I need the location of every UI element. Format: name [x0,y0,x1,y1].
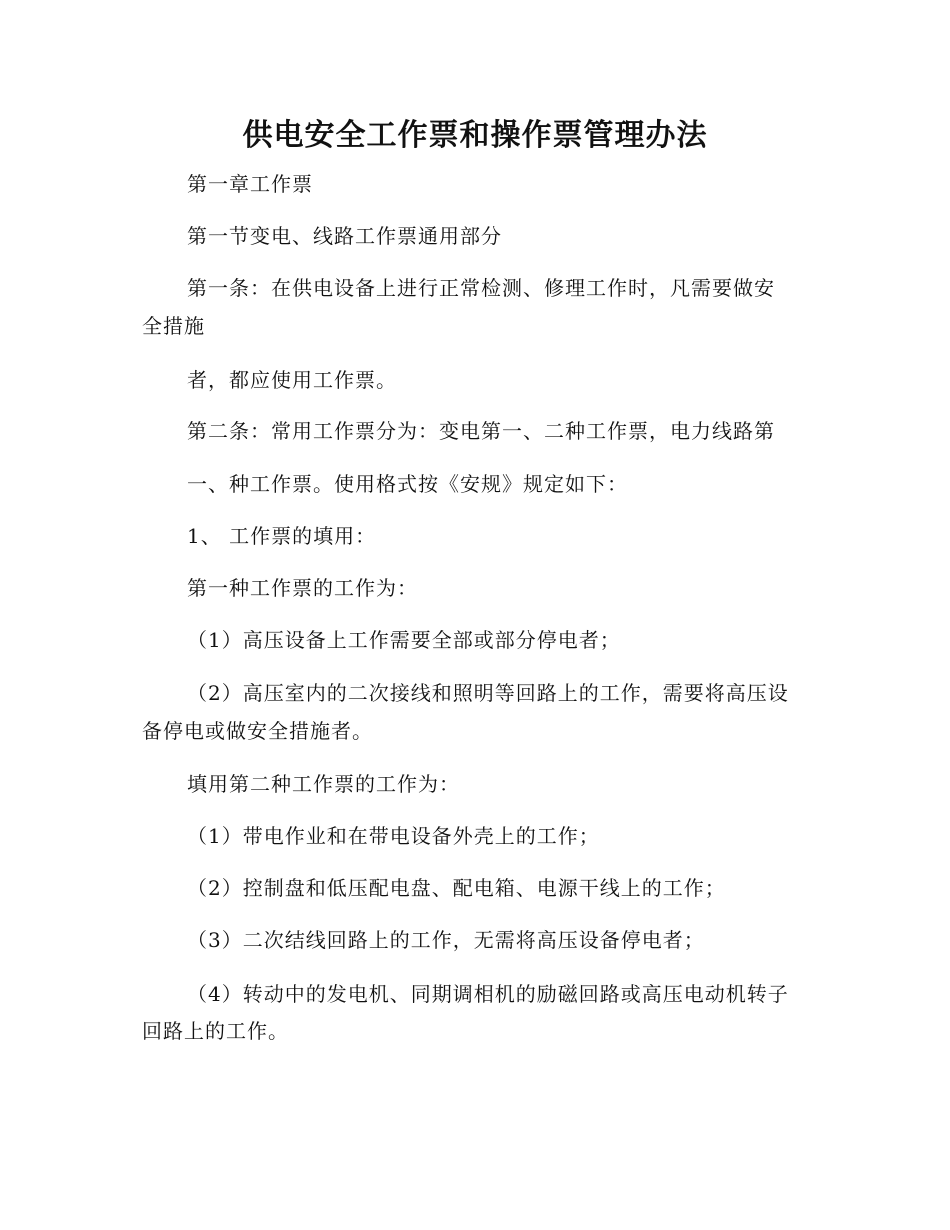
list-item: （4）转动中的发电机、同期调相机的励磁回路或高压电动机转子 [187,982,789,1006]
list-item-continuation: 回路上的工作。 [142,1019,289,1043]
document-title: 供电安全工作票和操作票管理办法 [242,118,708,153]
paragraph-line: 第一种工作票的工作为： [187,576,418,600]
list-item: （2）控制盘和低压配电盘、配电箱、电源干线上的工作； [187,876,726,900]
list-item: （1）带电作业和在带电设备外壳上的工作； [187,824,600,848]
chapter-heading: 第一章工作票 [187,172,313,196]
list-item: （3）二次结线回路上的工作，无需将高压设备停电者； [187,928,705,952]
list-item-continuation: 备停电或做安全措施者。 [142,719,373,743]
paragraph-line: 全措施 [142,314,205,338]
list-item: （2）高压室内的二次接线和照明等回路上的工作，需要将高压设 [187,681,789,705]
paragraph-line: 第二条：常用工作票分为：变电第一、二种工作票，电力线路第 [187,419,775,443]
list-item: （1）高压设备上工作需要全部或部分停电者； [187,628,621,652]
paragraph-line: 填用第二种工作票的工作为： [187,772,460,796]
list-heading: 1、 工作票的填用： [187,524,377,548]
paragraph-line: 一、种工作票。使用格式按《安规》规定如下： [187,472,628,496]
paragraph-line: 者，都应使用工作票。 [187,368,397,392]
section-heading: 第一节变电、线路工作票通用部分 [187,224,502,248]
paragraph-line: 第一条：在供电设备上进行正常检测、修理工作时，凡需要做安 [187,276,775,300]
